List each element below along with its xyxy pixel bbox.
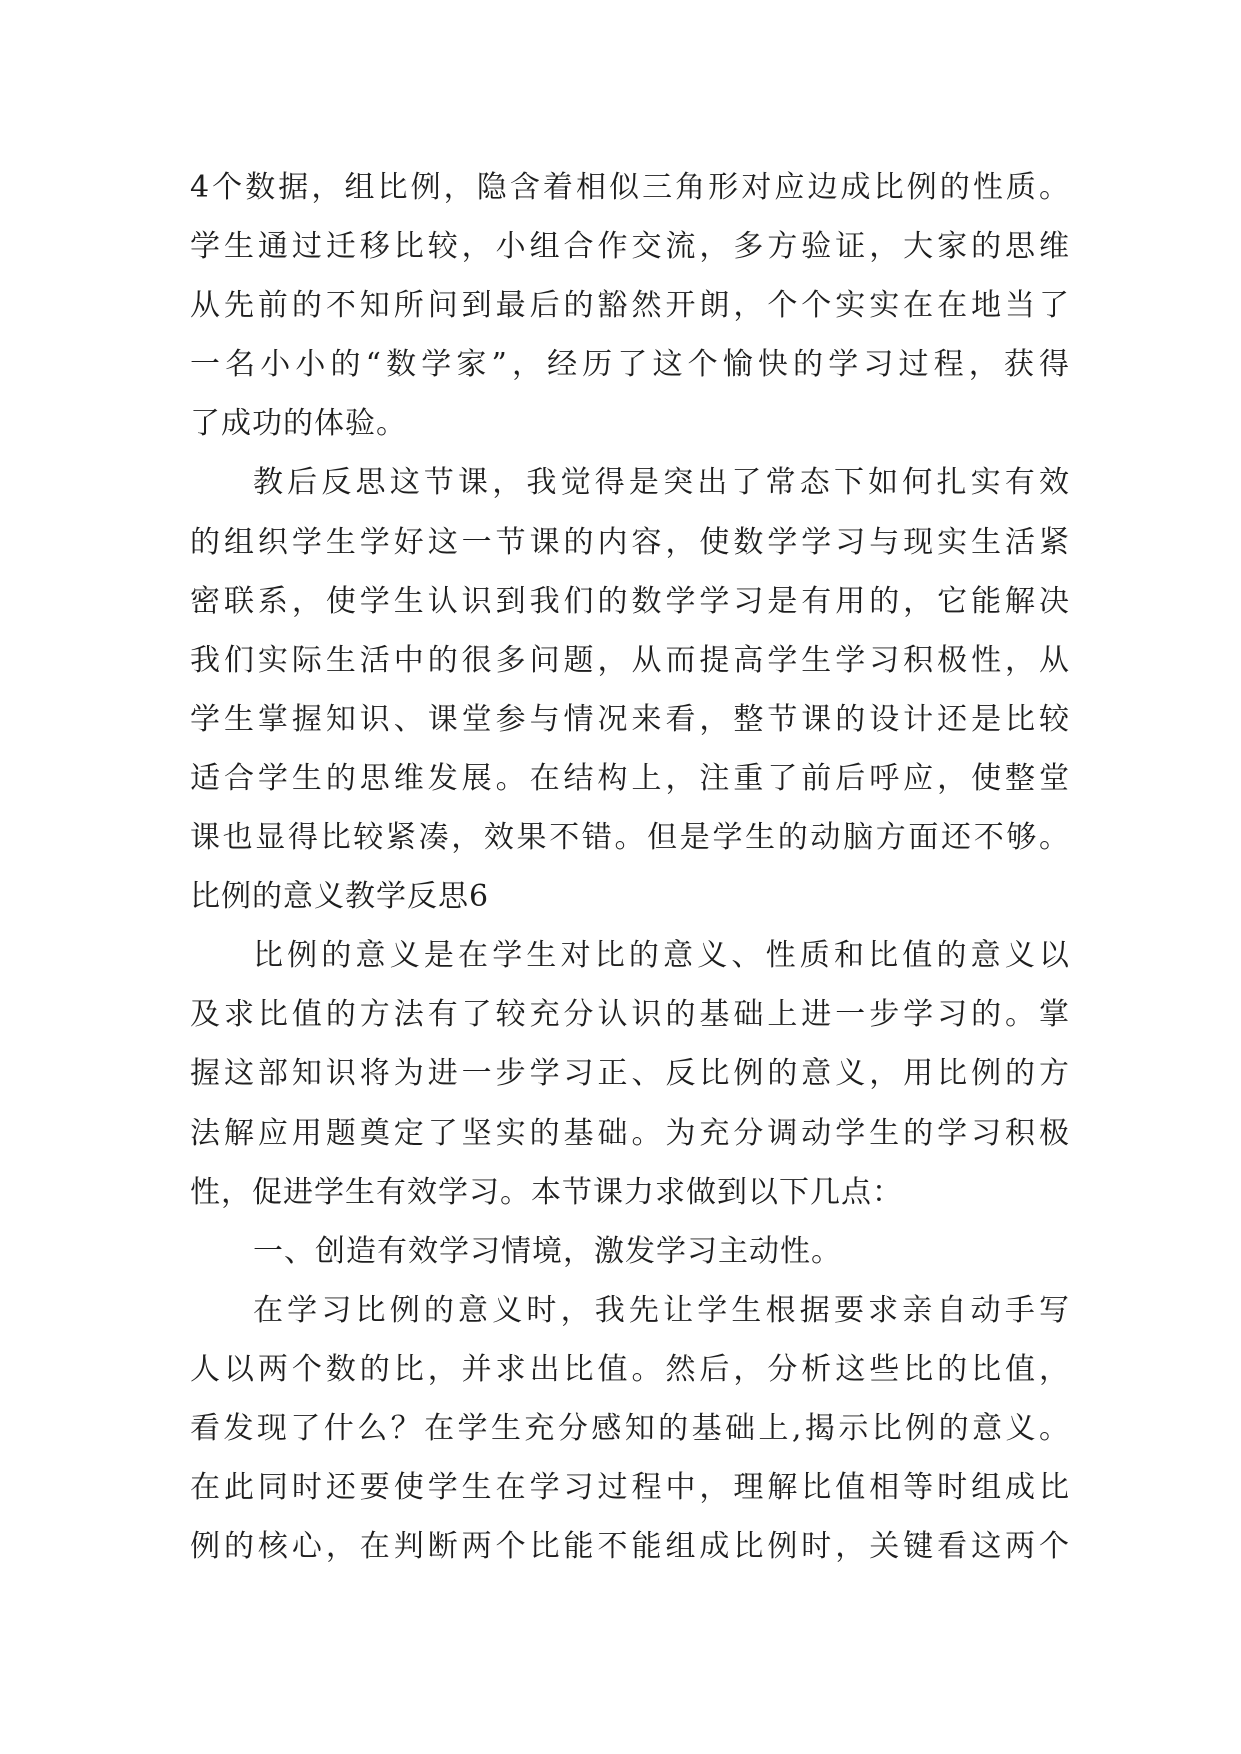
text-line: 及求比值的方法有了较充分认识的基础上进一步学习的。掌 bbox=[190, 997, 1070, 1033]
text-line: 例的核心，在判断两个比能不能组成比例时，关键看这两个 bbox=[190, 1529, 1070, 1565]
text-line: 我们实际生活中的很多问题，从而提高学生学习积极性，从 bbox=[190, 642, 1070, 678]
text-line: 人以两个数的比，并求出比值。然后，分析这些比的比值， bbox=[190, 1351, 1070, 1387]
text-line: 看发现了什么？在学生充分感知的基础上,揭示比例的意义。 bbox=[190, 1410, 1070, 1446]
text-line: 学生通过迁移比较，小组合作交流，多方验证，大家的思维 bbox=[190, 229, 1070, 265]
paragraph-first-line: 教后反思这节课，我觉得是突出了常态下如何扎实有效 bbox=[253, 465, 1070, 501]
text-line: 的组织学生学好这一节课的内容，使数学学习与现实生活紧 bbox=[190, 524, 1070, 560]
text-line: 适合学生的思维发展。在结构上，注重了前后呼应，使整堂 bbox=[190, 760, 1070, 796]
document-body bbox=[190, 158, 1070, 1576]
text-line: 法解应用题奠定了坚实的基础。为充分调动学生的学习积极 bbox=[190, 1115, 1070, 1151]
text-line: 了成功的体验。 bbox=[190, 406, 407, 442]
text-line: 学生掌握知识、课堂参与情况来看，整节课的设计还是比较 bbox=[190, 701, 1070, 737]
text-line: 握这部知识将为进一步学习正、反比例的意义，用比例的方 bbox=[190, 1056, 1070, 1092]
paragraph-first-line: 比例的意义是在学生对比的意义、性质和比值的意义以 bbox=[253, 938, 1070, 974]
text-line: 从先前的不知所问到最后的豁然开朗，个个实实在在地当了 bbox=[190, 288, 1070, 324]
paragraph-first-line: 在学习比例的意义时，我先让学生根据要求亲自动手写 bbox=[253, 1292, 1070, 1328]
text-line: 课也显得比较紧凑，效果不错。但是学生的动脑方面还不够。 bbox=[190, 820, 1070, 856]
section-heading: 比例的意义教学反思6 bbox=[190, 879, 490, 915]
subsection-heading: 一、创造有效学习情境，激发学习主动性。 bbox=[253, 1233, 842, 1269]
text-line: 4个数据，组比例，隐含着相似三角形对应边成比例的性质。 bbox=[190, 170, 1070, 205]
text-line: 性，促进学生有效学习。本节课力求做到以下几点： bbox=[190, 1174, 903, 1210]
text-line: 一名小小的“数学家”，经历了这个愉快的学习过程，获得 bbox=[190, 347, 1070, 383]
text-line: 在此同时还要使学生在学习过程中，理解比值相等时组成比 bbox=[190, 1470, 1070, 1506]
text-line: 密联系，使学生认识到我们的数学学习是有用的，它能解决 bbox=[190, 583, 1070, 619]
